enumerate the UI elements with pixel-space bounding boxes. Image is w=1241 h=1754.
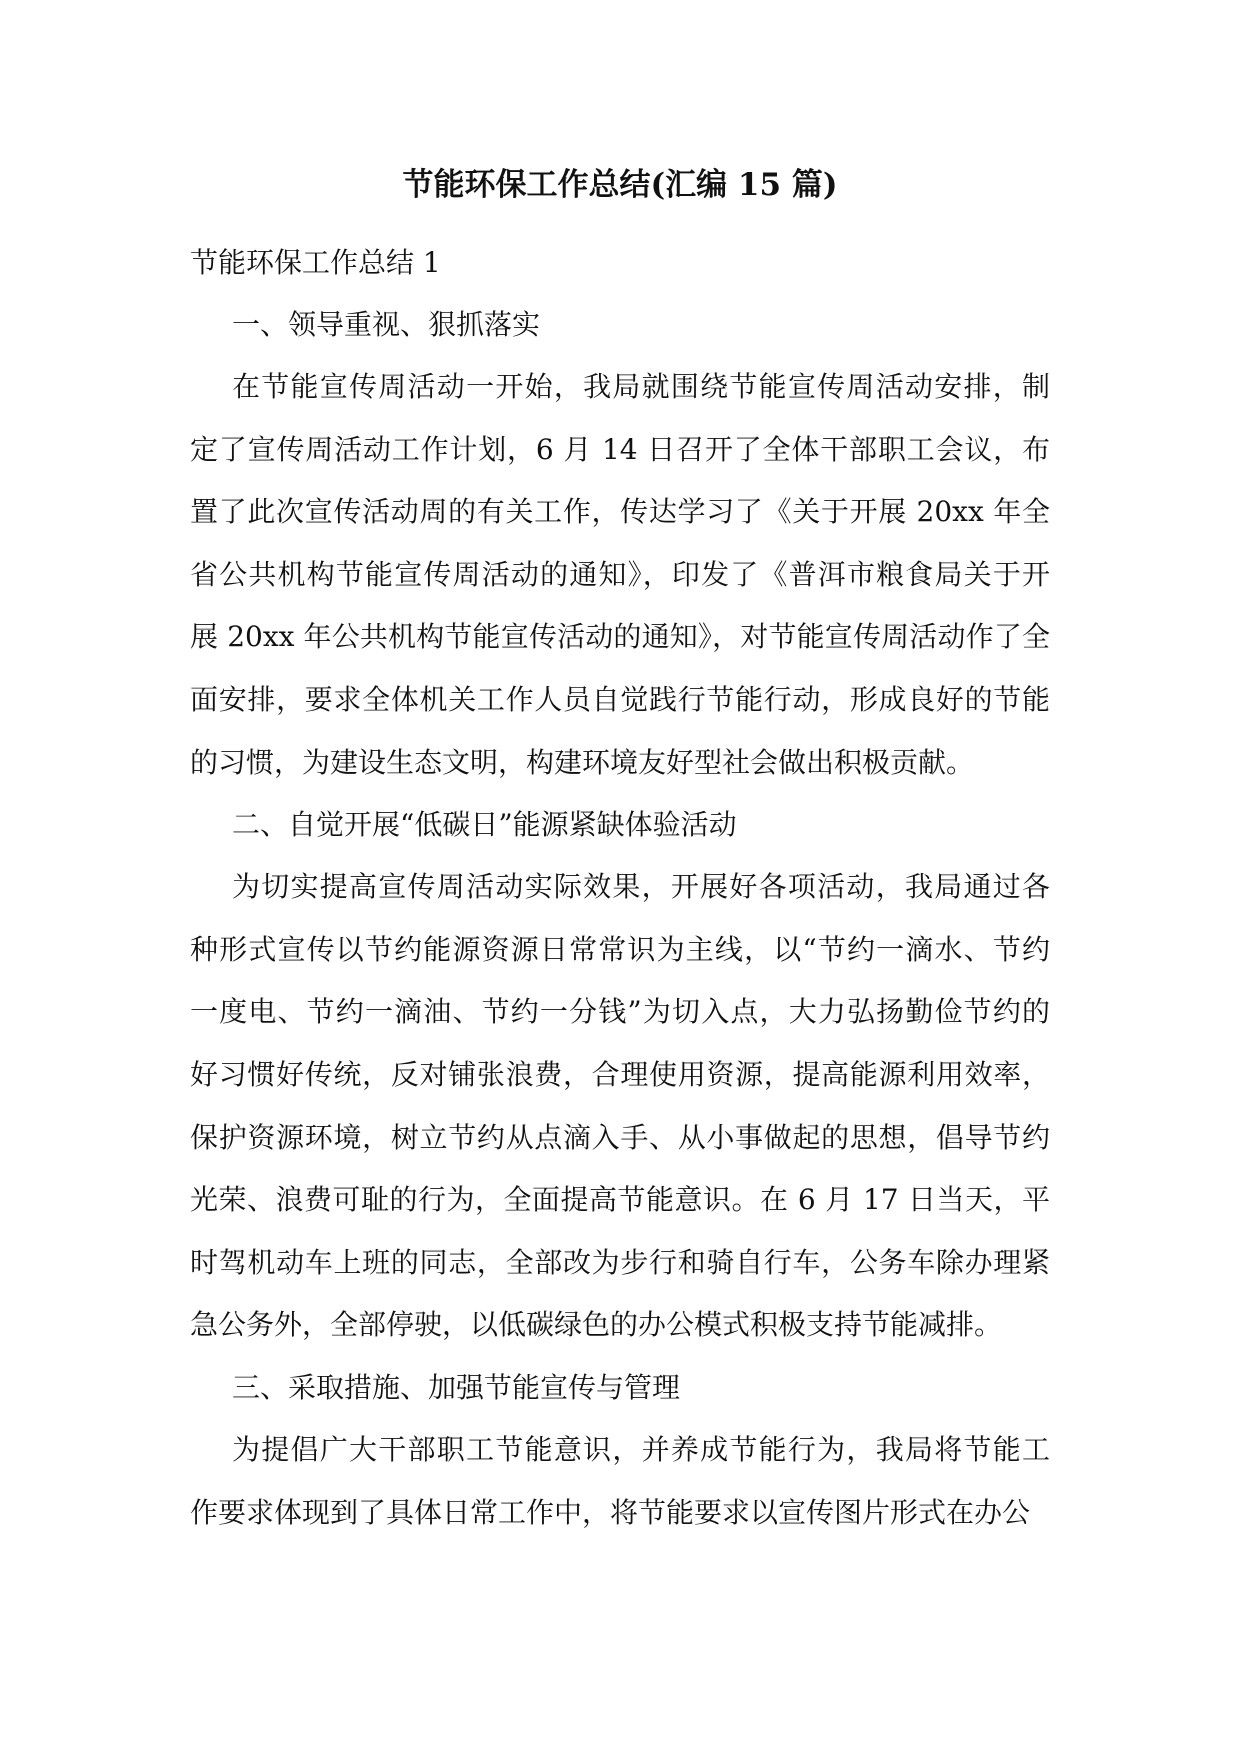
body-paragraph bbox=[190, 356, 1050, 794]
paragraph-line: 光荣、浪费可耻的行为，全面提高节能意识。在 6 月 17 日当天，平 bbox=[190, 1183, 1050, 1217]
body-paragraph bbox=[190, 1419, 1050, 1544]
section-heading: 二、自觉开展“低碳日”能源紧缺体验活动 bbox=[232, 808, 737, 842]
document-body bbox=[190, 156, 1050, 1544]
paragraph-line: 作要求体现到了具体日常工作中，将节能要求以宣传图片形式在办公 bbox=[190, 1495, 1031, 1529]
paragraph-line: 急公务外，全部停驶，以低碳绿色的办公模式积极支持节能减排。 bbox=[190, 1308, 1003, 1342]
paragraph-line: 的习惯，为建设生态文明，构建环境友好型社会做出积极贡献。 bbox=[190, 745, 975, 779]
paragraph-line: 为切实提高宣传周活动实际效果，开展好各项活动，我局通过各 bbox=[232, 870, 1050, 904]
paragraph-line: 保护资源环境，树立节约从点滴入手、从小事做起的思想，倡导节约 bbox=[190, 1120, 1050, 1154]
document-title: 节能环保工作总结(汇编 15 篇) bbox=[402, 167, 838, 203]
paragraph-line: 省公共机构节能宣传周活动的通知》，印发了《普洱市粮食局关于开 bbox=[190, 557, 1050, 591]
section-heading: 三、采取措施、加强节能宣传与管理 bbox=[232, 1370, 681, 1404]
paragraph-line: 种形式宣传以节约能源资源日常常识为主线，以“节约一滴水、节约 bbox=[190, 932, 1050, 966]
body-paragraph bbox=[190, 856, 1050, 1357]
section-label: 节能环保工作总结 1 bbox=[190, 246, 441, 279]
paragraph-line: 定了宣传周活动工作计划，6 月 14 日召开了全体干部职工会议，布 bbox=[190, 432, 1050, 466]
document-blocks bbox=[190, 294, 1050, 1544]
paragraph-line: 面安排，要求全体机关工作人员自觉践行节能行动，形成良好的节能 bbox=[190, 682, 1050, 716]
paragraph-line: 一度电、节约一滴油、节约一分钱”为切入点，大力弘扬勤俭节约的 bbox=[190, 995, 1050, 1029]
paragraph-line: 为提倡广大干部职工节能意识，并养成节能行为，我局将节能工 bbox=[232, 1432, 1050, 1466]
paragraph-line: 好习惯好传统，反对铺张浪费，合理使用资源，提高能源利用效率， bbox=[190, 1057, 1050, 1091]
paragraph-line: 在节能宣传周活动一开始，我局就围绕节能宣传周活动安排，制 bbox=[232, 370, 1050, 403]
paragraph-line: 展 20xx 年公共机构节能宣传活动的通知》，对节能宣传周活动作了全 bbox=[190, 620, 1050, 654]
paragraph-line: 时驾机动车上班的同志，全部改为步行和骑自行车，公务车除办理紧 bbox=[190, 1245, 1050, 1279]
paragraph-line: 置了此次宣传活动周的有关工作，传达学习了《关于开展 20xx 年全 bbox=[190, 495, 1050, 529]
section-heading: 一、领导重视、狠抓落实 bbox=[232, 308, 541, 341]
